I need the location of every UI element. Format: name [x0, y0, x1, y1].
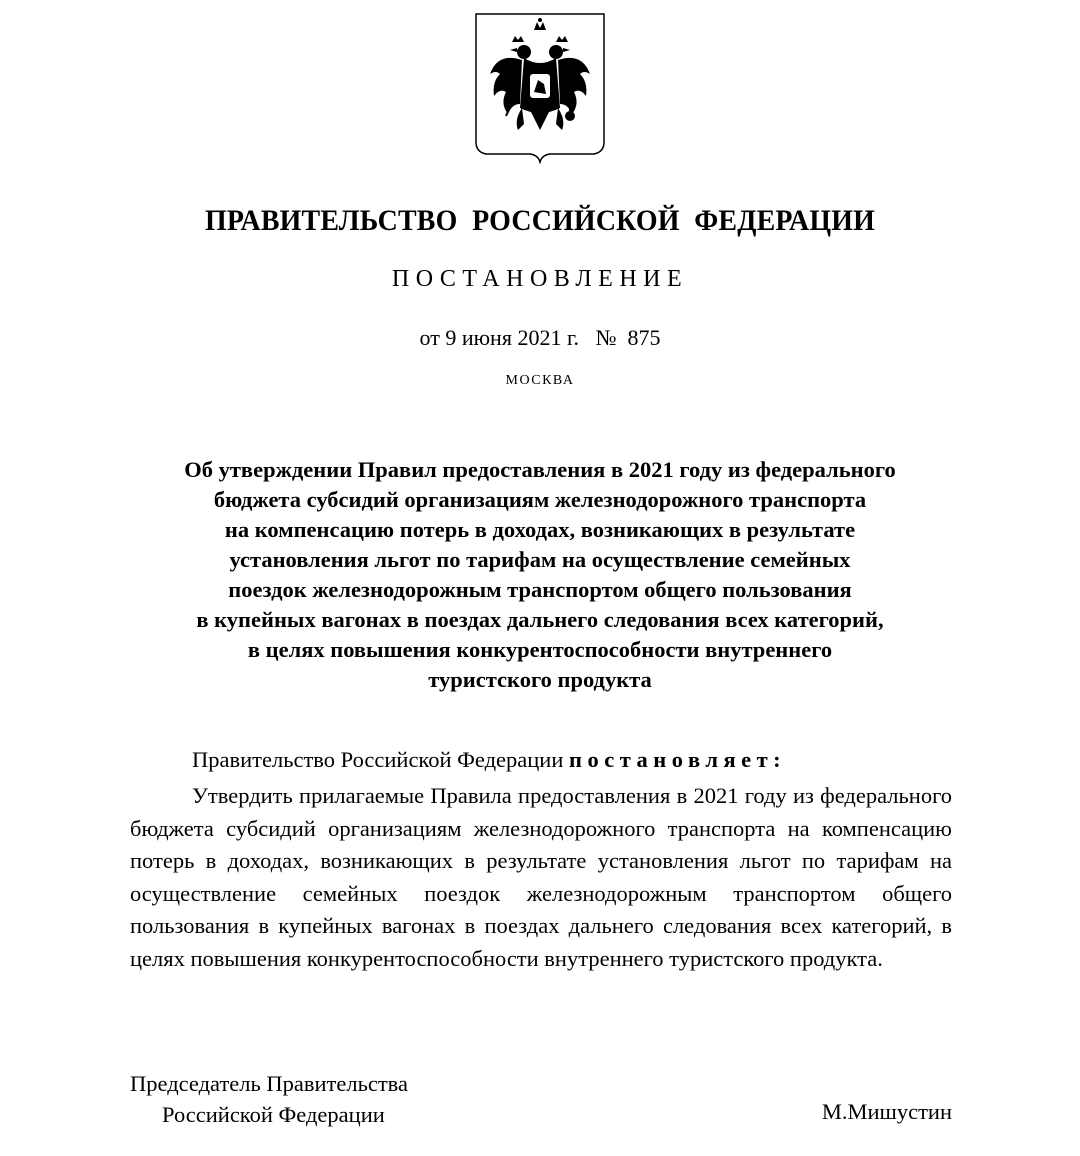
document-city: МОСКВА — [505, 373, 575, 388]
subject-line: Об утверждении Правил предоставления в 2021 году из федерального — [184, 457, 896, 482]
government-title: ПРАВИТЕЛЬСТВО РОССИЙСКОЙ ФЕДЕРАЦИИ — [204, 204, 876, 237]
document-number: 875 — [627, 325, 661, 350]
document-date-number — [0, 325, 1080, 351]
decree-verb: постановляет: — [569, 747, 787, 772]
coat-of-arms-icon — [474, 12, 606, 164]
subject-line: установления льгот по тарифам на осуществление семейных — [229, 547, 851, 572]
subject-line: в целях повышения конкурентоспособности внутреннего — [247, 637, 833, 662]
signatory-position-line2: Российской Федерации — [162, 1102, 385, 1127]
document-subject — [90, 455, 990, 695]
decree-intro — [192, 747, 786, 773]
subject-line: в купейных вагонах в поездах дальнего следования всех категорий, — [196, 607, 884, 632]
decree-body: Утвердить прилагаемые Правила предоставления в 2021 году из федерального бюджета субсидий организациям железнодорожного транспорта на компенсацию потерь в доходах, возникающих в результате установления льгот по тарифам на осуществление семейных поездок железнодорожным транспортом общего пользования в купейных вагонах в поездах дальнего следования всех категорий, в целях повышения конкурентоспособности внутреннего туристского продукта. — [130, 783, 952, 971]
subject-line: на компенсацию потерь в доходах, возникающих в результате — [224, 517, 856, 542]
signatory-position-line1: Председатель Правительства — [130, 1071, 408, 1096]
signatory-name: М.Мишустин — [821, 1099, 952, 1124]
decree-subject: Правительство Российской Федерации — [192, 747, 564, 772]
subject-line: бюджета субсидий организациям железнодорожного транспорта — [213, 487, 867, 512]
subject-line: поездок железнодорожным транспортом общего пользования — [228, 577, 852, 602]
number-sign: № — [595, 325, 617, 350]
document-type: ПОСТАНОВЛЕНИЕ — [391, 266, 689, 292]
subject-line: туристского продукта — [428, 667, 652, 692]
document-date: от 9 июня 2021 г. — [419, 325, 579, 350]
signatory-position — [130, 1068, 408, 1130]
